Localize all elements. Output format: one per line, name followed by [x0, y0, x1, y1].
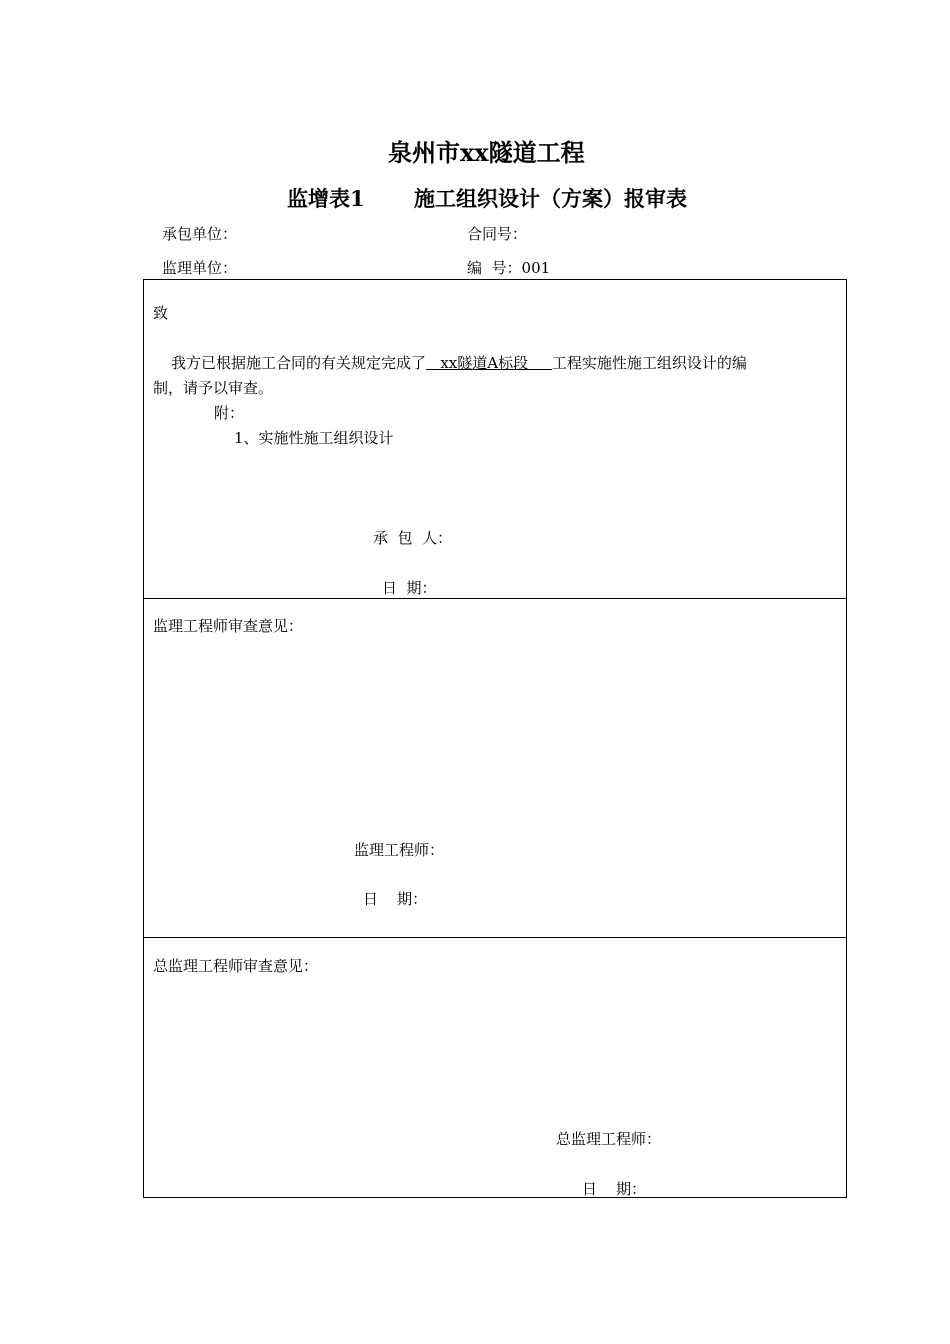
section-divider: [144, 598, 846, 599]
addressee: 致: [153, 304, 169, 322]
engineer-date-label: 日 期：: [363, 890, 428, 908]
project-name: xx隧道A标段: [426, 354, 552, 372]
attachment-item: 1、实施性施工组织设计: [234, 429, 394, 447]
chief-engineer-date-label: 日 期：: [582, 1180, 647, 1198]
supervisor-label: 监理单位：: [162, 259, 238, 277]
submission-prefix: 我方已根据施工合同的有关规定完成了: [171, 354, 427, 372]
engineer-review-heading: 监理工程师审查意见：: [153, 617, 304, 635]
section-divider: [144, 937, 846, 938]
chief-engineer-signature-label: 总监理工程师：: [556, 1130, 662, 1148]
document-title: 泉州市xx隧道工程: [388, 138, 585, 167]
serial-label: 编 号：: [467, 259, 522, 277]
contract-number-label: 合同号：: [467, 225, 528, 243]
submission-text: [171, 352, 747, 373]
form-number: 监增表1: [287, 186, 365, 211]
serial-number: [467, 257, 550, 278]
chief-engineer-review-heading: 总监理工程师审查意见：: [153, 957, 319, 975]
contractor-label: 承包单位：: [162, 225, 238, 243]
form-table: [143, 279, 847, 1198]
contractor-date-label: 日 期：: [382, 579, 437, 597]
form-name: 施工组织设计（方案）报审表: [414, 186, 687, 211]
submission-text-line2: 制，请予以审查。: [153, 379, 274, 397]
submission-suffix: 工程实施性施工组织设计的编: [551, 354, 747, 372]
attachment-label: 附：: [214, 404, 245, 422]
engineer-signature-label: 监理工程师：: [354, 841, 445, 859]
serial-value: 001: [521, 259, 551, 277]
contractor-signature-label: 承 包 人：: [373, 529, 453, 547]
